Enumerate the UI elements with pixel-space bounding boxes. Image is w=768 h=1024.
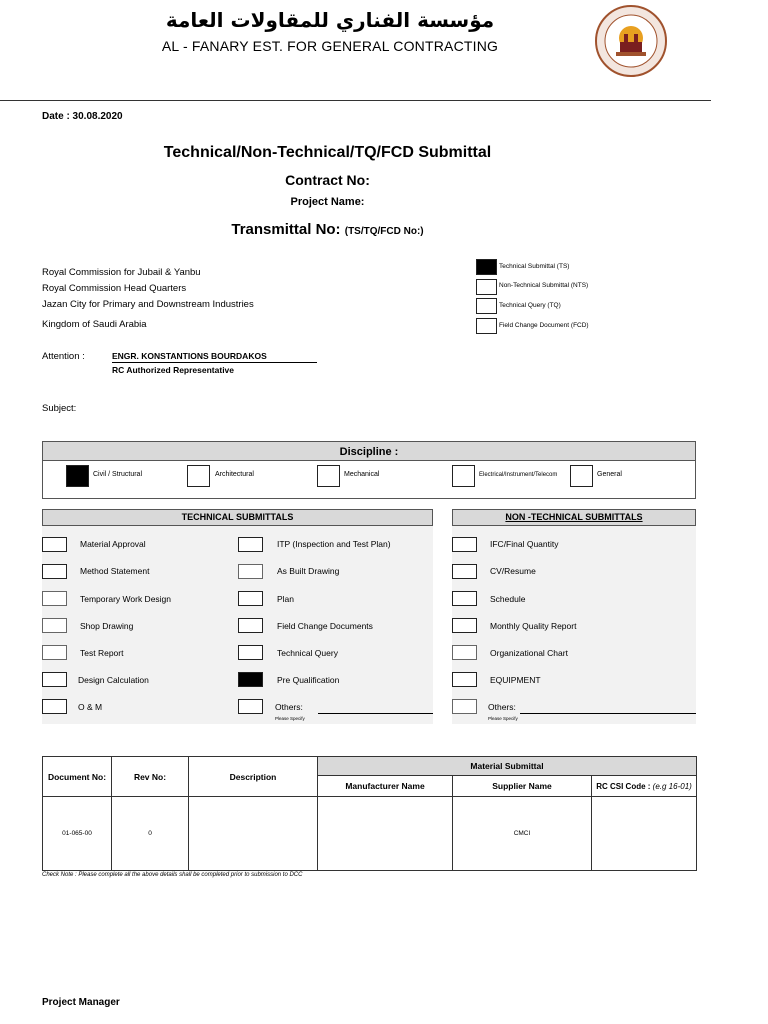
checkbox-itp[interactable] xyxy=(238,537,263,552)
check-note: Check Note : Please complete all the above details shall be completed prior to submission to DCC xyxy=(42,872,303,878)
non-technical-title-text: NON -TECHNICAL SUBMITTALS xyxy=(505,512,643,522)
transmittal-no xyxy=(0,221,655,238)
others-non-technical-input-line[interactable] xyxy=(520,713,696,714)
label-non-technical-submittal: Non-Technical Submittal (NTS) xyxy=(499,282,589,289)
date: Date : 30.08.2020 xyxy=(42,111,123,122)
address-line: Kingdom of Saudi Arabia xyxy=(42,319,147,330)
label-ifc-final-quantity: IFC/Final Quantity xyxy=(490,539,559,549)
attention-underline xyxy=(112,362,317,363)
label-pre-qualification: Pre Qualification xyxy=(277,675,340,685)
label-organizational-chart: Organizational Chart xyxy=(490,648,568,658)
attention-name: ENGR. KONSTANTIONS BOURDAKOS xyxy=(112,351,267,361)
page-title: Technical/Non-Technical/TQ/FCD Submittal xyxy=(163,144,492,161)
checkbox-organizational-chart[interactable] xyxy=(452,645,477,660)
table-row xyxy=(43,797,697,871)
label-plan: Plan xyxy=(277,594,295,604)
checkbox-schedule[interactable] xyxy=(452,591,477,606)
label-design-calculation: Design Calculation xyxy=(78,675,149,685)
checkbox-material-approval[interactable] xyxy=(42,537,67,552)
discipline-title: Discipline : xyxy=(43,442,695,461)
company-name: AL - FANARY EST. FOR GENERAL CONTRACTING xyxy=(161,38,499,54)
technical-submittals-title: TECHNICAL SUBMITTALS xyxy=(42,509,433,526)
company-logo xyxy=(594,4,668,78)
checkbox-method-statement[interactable] xyxy=(42,564,67,579)
project-name-label: Project Name: xyxy=(290,196,365,208)
col-header-rc-csi-code xyxy=(592,776,697,797)
checkbox-technical-query-item[interactable] xyxy=(238,645,263,660)
label-technical-query-item: Technical Query xyxy=(277,648,338,658)
checkbox-plan[interactable] xyxy=(238,591,263,606)
cell-rev[interactable]: 0 xyxy=(112,797,189,871)
label-architectural: Architectural xyxy=(215,471,254,478)
label-technical-submittal: Technical Submittal (TS) xyxy=(499,263,570,270)
address-line: Royal Commission Head Quarters xyxy=(42,283,187,294)
checkbox-equipment[interactable] xyxy=(452,672,477,687)
col-header-material-submittal: Material Submittal xyxy=(318,757,697,776)
checkbox-civil-structural[interactable] xyxy=(66,465,89,487)
checkbox-electrical[interactable] xyxy=(452,465,475,487)
rc-csi-label: RC CSI Code : xyxy=(596,781,651,791)
checkbox-architectural[interactable] xyxy=(187,465,210,487)
project-manager-label: Project Manager xyxy=(42,997,120,1008)
label-test-report: Test Report xyxy=(80,648,124,658)
checkbox-mechanical[interactable] xyxy=(317,465,340,487)
checkbox-others-non-technical[interactable] xyxy=(452,699,477,714)
col-header-manufacturer: Manufacturer Name xyxy=(318,776,453,797)
label-equipment: EQUIPMENT xyxy=(490,675,541,685)
label-field-change-document: Field Change Document (FCD) xyxy=(499,322,589,329)
checkbox-temporary-work-design[interactable] xyxy=(42,591,67,606)
label-itp: ITP (Inspection and Test Plan) xyxy=(277,539,391,549)
checkbox-test-report[interactable] xyxy=(42,645,67,660)
label-technical-query: Technical Query (TQ) xyxy=(499,302,561,309)
checkbox-o-and-m[interactable] xyxy=(42,699,67,714)
checkbox-field-change-documents[interactable] xyxy=(238,618,263,633)
transmittal-sub: (TS/TQ/FCD No:) xyxy=(344,226,424,237)
label-civil-structural: Civil / Structural xyxy=(93,471,143,478)
checkbox-monthly-quality-report[interactable] xyxy=(452,618,477,633)
attention-role: RC Authorized Representative xyxy=(112,365,235,375)
label-schedule: Schedule xyxy=(490,594,526,604)
label-shop-drawing: Shop Drawing xyxy=(80,621,134,631)
label-o-and-m: O & M xyxy=(78,702,103,712)
label-as-built-drawing: As Built Drawing xyxy=(277,566,340,576)
cell-rc-csi-code[interactable] xyxy=(592,797,697,871)
label-field-change-documents: Field Change Documents xyxy=(277,621,373,631)
please-specify-non-technical: Please Specify xyxy=(488,716,518,721)
checkbox-pre-qualification[interactable] xyxy=(238,672,263,687)
checkbox-cv-resume[interactable] xyxy=(452,564,477,579)
contract-no-label: Contract No: xyxy=(285,172,370,188)
col-header-supplier: Supplier Name xyxy=(453,776,592,797)
header-divider xyxy=(0,100,711,101)
col-header-description: Description xyxy=(189,757,318,797)
checkbox-general[interactable] xyxy=(570,465,593,487)
checkbox-ifc-final-quantity[interactable] xyxy=(452,537,477,552)
checkbox-as-built-drawing[interactable] xyxy=(238,564,263,579)
checkbox-shop-drawing[interactable] xyxy=(42,618,67,633)
checkbox-design-calculation[interactable] xyxy=(42,672,67,687)
cell-document-no[interactable]: 01-065-00 xyxy=(43,797,112,871)
label-electrical: Electrical/Instrument/Telecom xyxy=(479,472,558,478)
cell-manufacturer[interactable] xyxy=(318,797,453,871)
transmittal-label: Transmittal No: xyxy=(231,221,341,238)
label-monthly-quality-report: Monthly Quality Report xyxy=(490,621,577,631)
col-header-rev-no: Rev No: xyxy=(112,757,189,797)
document-table xyxy=(42,756,697,871)
subject-label: Subject: xyxy=(42,403,77,414)
label-material-approval: Material Approval xyxy=(80,539,146,549)
checkbox-technical-query[interactable] xyxy=(476,298,497,314)
cell-description[interactable] xyxy=(189,797,318,871)
label-method-statement: Method Statement xyxy=(80,566,150,576)
label-cv-resume: CV/Resume xyxy=(490,566,536,576)
label-others-non-technical: Others: xyxy=(488,702,516,712)
address-line: Royal Commission for Jubail & Yanbu xyxy=(42,267,201,278)
company-name-arabic: مؤسسة الفناري للمقاولات العامة xyxy=(165,8,495,32)
rc-csi-example: (e.g 16-01) xyxy=(652,781,692,791)
label-others-technical: Others: xyxy=(275,702,303,712)
label-mechanical: Mechanical xyxy=(344,471,380,478)
attention-label: Attention : xyxy=(42,351,85,362)
label-temporary-work-design: Temporary Work Design xyxy=(80,594,172,604)
cell-supplier[interactable]: CMCI xyxy=(453,797,592,871)
label-general: General xyxy=(597,471,622,478)
please-specify-technical: Please Specify xyxy=(275,716,305,721)
checkbox-non-technical-submittal[interactable] xyxy=(476,279,497,295)
col-header-document-no: Document No: xyxy=(43,757,112,797)
checkbox-field-change-document[interactable] xyxy=(476,318,497,334)
others-technical-input-line[interactable] xyxy=(318,713,433,714)
non-technical-submittals-title xyxy=(452,509,696,526)
address-line: Jazan City for Primary and Downstream Industries xyxy=(42,299,254,310)
checkbox-others-technical[interactable] xyxy=(238,699,263,714)
checkbox-technical-submittal[interactable] xyxy=(476,259,497,275)
